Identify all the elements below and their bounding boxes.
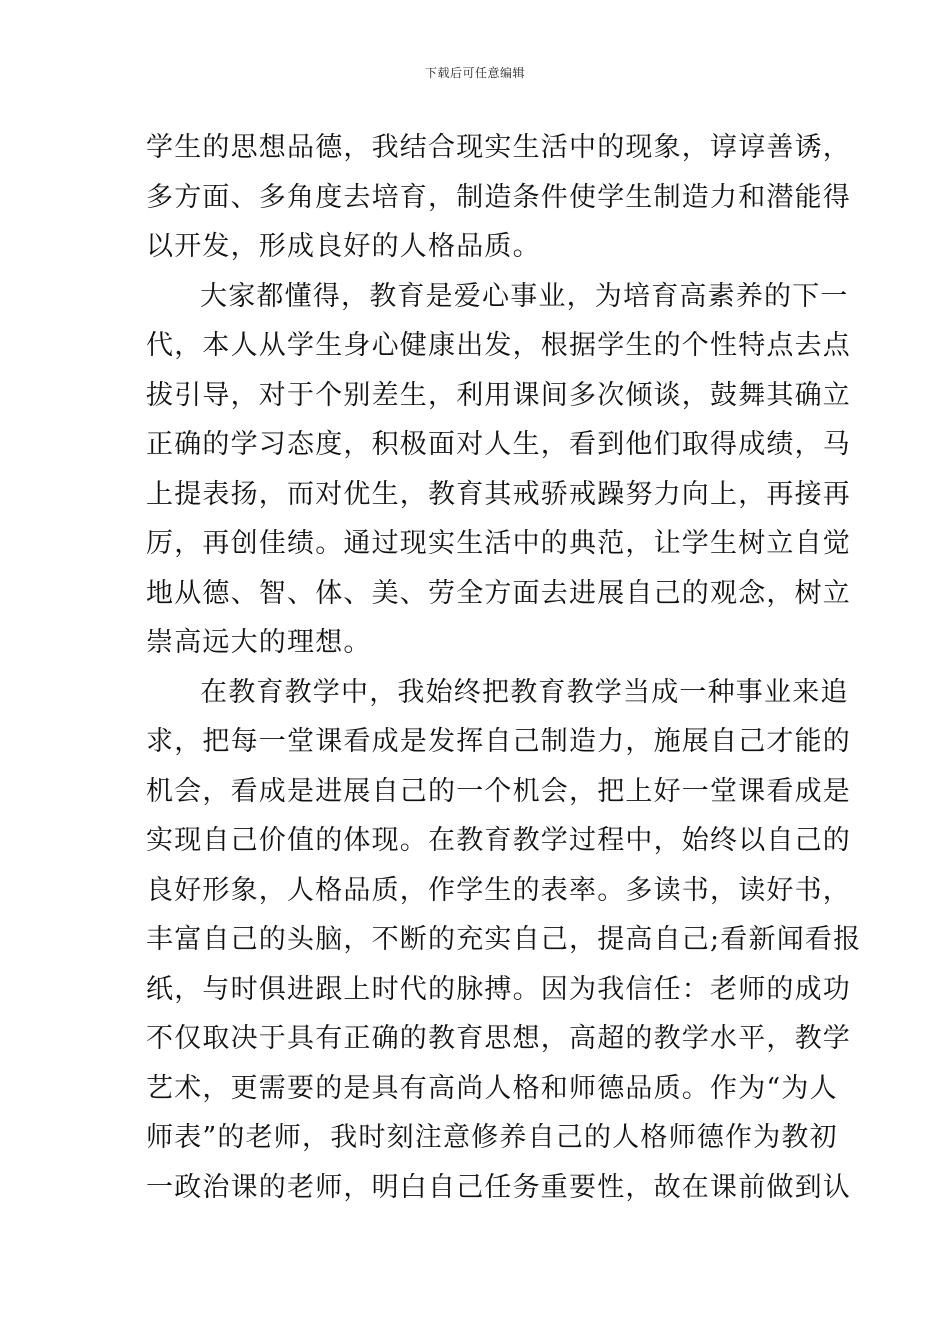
text-line: 艺术，更需要的是具有高尚人格和师德品质。作为“为人	[146, 1072, 838, 1104]
text-line: 正确的学习态度，积极面对人生，看到他们取得成绩，马	[146, 429, 851, 460]
text-line: 多方面、多角度去培育，制造条件使学生制造力和潜能得	[146, 181, 851, 213]
paragraph-start-line: 在教育教学中，我始终把教育教学当成一种事业来追	[200, 676, 849, 708]
text-line: 不仅取决于具有正确的教育思想，高超的教学水平，教学	[146, 1023, 851, 1054]
text-line: 学生的思想品德，我结合现实生活中的现象，谆谆善诱，	[146, 132, 851, 163]
page-header: 下载后可任意编辑	[424, 66, 525, 80]
text-line: 纸，与时俱进跟上时代的脉搏。因为我信任：老师的成功	[146, 973, 851, 1005]
text-line: 拔引导，对于个别差生，利用课间多次倾谈，鼓舞其确立	[146, 379, 851, 411]
text-line: 崇高远大的理想。	[146, 627, 372, 658]
paragraph-start-line: 大家都懂得，教育是爱心事业，为培育高素养的下一	[200, 280, 849, 312]
text-line: 一政治课的老师，明白自己任务重要性，故在课前做到认	[146, 1171, 851, 1203]
text-line: 机会，看成是进展自己的一个机会，把上好一堂课看成是	[146, 775, 851, 807]
text-line: 以开发，形成良好的人格品质。	[146, 231, 541, 262]
text-line: 代，本人从学生身心健康出发，根据学生的个性特点去点	[146, 330, 851, 361]
text-line: 师表”的老师，我时刻注意修养自己的人格师德作为教初	[146, 1122, 838, 1153]
text-line: 求，把每一堂课看成是发挥自己制造力，施展自己才能的	[146, 726, 851, 757]
text-line: 上提表扬，而对优生，教育其戒骄戒躁努力向上，再接再	[146, 478, 851, 510]
text-line: 丰富自己的头脑，不断的充实自己，提高自己;看新闻看报	[146, 924, 862, 955]
text-line: 实现自己价值的体现。在教育教学过程中，始终以自己的	[146, 825, 851, 856]
text-line: 厉，再创佳绩。通过现实生活中的典范，让学生树立自觉	[146, 528, 851, 559]
text-line: 良好形象，人格品质，作学生的表率。多读书，读好书，	[146, 874, 851, 906]
body-text	[146, 123, 862, 1212]
text-line: 地从德、智、体、美、劳全方面去进展自己的观念，树立	[146, 577, 851, 609]
